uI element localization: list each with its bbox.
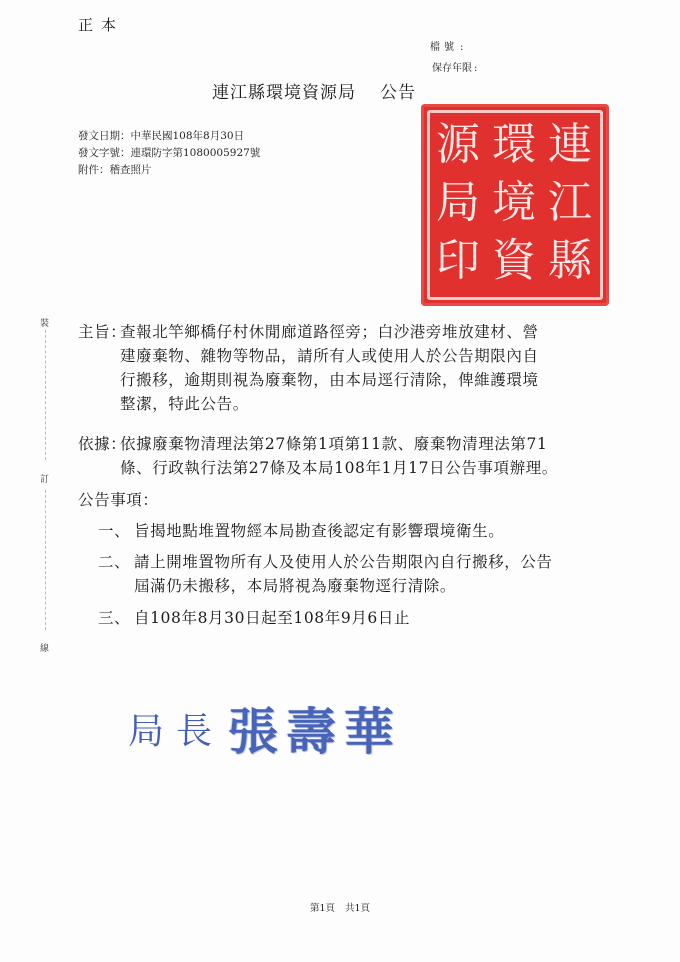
seal-column-left [431, 116, 485, 290]
issue-number: 發文字號：連環防字第1080005927號 [78, 147, 261, 159]
notice-item-line: 屆滿仍未搬移，本局將視為廢棄物逕行清除。 [134, 577, 457, 595]
notice-item-line: 旨揭地點堆置物經本局勘查後認定有影響環境衛生。 [134, 522, 505, 540]
signature-title: 局長 [128, 710, 225, 752]
subject-line: 建廢棄物、雜物等物品，請所有人或使用人於公告期限內自 [120, 347, 539, 365]
official-seal-stamp [421, 104, 609, 306]
file-number-row [430, 38, 463, 53]
seal-char: 連 [548, 119, 592, 170]
notice-item-2-number: 二、 [98, 553, 131, 571]
binding-line-lower [45, 490, 46, 630]
notice-item-line: 自108年8月30日起至108年9月6日止 [134, 609, 411, 627]
retention-label: 保存年限 [432, 63, 472, 74]
retention-colon: : [474, 63, 478, 74]
retention-row [432, 59, 477, 74]
seal-char: 資 [492, 235, 536, 286]
basis-line: 依據廢棄物清理法第27條第1項第11款、廢棄物清理法第71 [120, 435, 548, 453]
binding-line-upper [45, 330, 46, 460]
file-number-colon: : [460, 42, 464, 53]
notice-item-1-number: 一、 [98, 522, 131, 540]
subject-text [120, 320, 640, 416]
notice-item-3-text [134, 606, 634, 630]
basis-line: 條、行政執行法第27條及本局108年1月17日公告事項辦理。 [120, 459, 558, 477]
page-footer [0, 900, 680, 914]
subject-line: 查報北竿鄉橋仔村休閒廊道路徑旁；白沙港旁堆放建材、營 [120, 323, 539, 341]
subject-line: 整潔，特此公告。 [120, 395, 249, 413]
seal-char: 境 [492, 177, 536, 228]
subject-label: 主旨： [78, 323, 127, 341]
seal-char: 江 [548, 177, 592, 228]
copy-mark: 正本 [78, 16, 125, 34]
director-signature-stamp [128, 692, 402, 764]
binding-mark-zhuang: 裝 [40, 319, 50, 329]
seal-column-right [543, 116, 597, 290]
notice-heading: 公告事項： [78, 491, 159, 509]
binding-mark-ding: 訂 [40, 475, 50, 485]
notice-item-3-number: 三、 [98, 609, 131, 627]
subject-line: 行搬移，逾期則視為廢棄物，由本局逕行清除，俾維護環境 [120, 371, 539, 389]
seal-column-middle [487, 116, 541, 290]
basis-label: 依據： [78, 435, 127, 453]
basis-text [120, 432, 640, 480]
binding-mark-xian: 線 [40, 644, 50, 654]
notice-item-1-text [134, 519, 634, 543]
seal-char: 環 [492, 119, 536, 170]
file-number-label: 檔號 [430, 42, 458, 53]
document-title [212, 78, 416, 103]
notice-item-2-text [134, 550, 634, 598]
page-number: 第1頁 [309, 903, 335, 914]
document-type: 公告 [380, 83, 416, 103]
signature-name: 張壽華 [228, 702, 403, 761]
issue-date: 發文日期：中華民國108年8月30日 [78, 130, 245, 142]
agency-name: 連江縣環境資源局 [212, 83, 356, 103]
seal-char: 局 [436, 177, 480, 228]
seal-char: 縣 [548, 235, 592, 286]
seal-char: 印 [436, 235, 480, 286]
notice-item-line: 請上開堆置物所有人及使用人於公告期限內自行搬移，公告 [134, 553, 553, 571]
attachment-line: 附件：稽查照片 [78, 164, 152, 176]
seal-char: 源 [436, 119, 480, 170]
page-total: 共1頁 [345, 903, 371, 914]
